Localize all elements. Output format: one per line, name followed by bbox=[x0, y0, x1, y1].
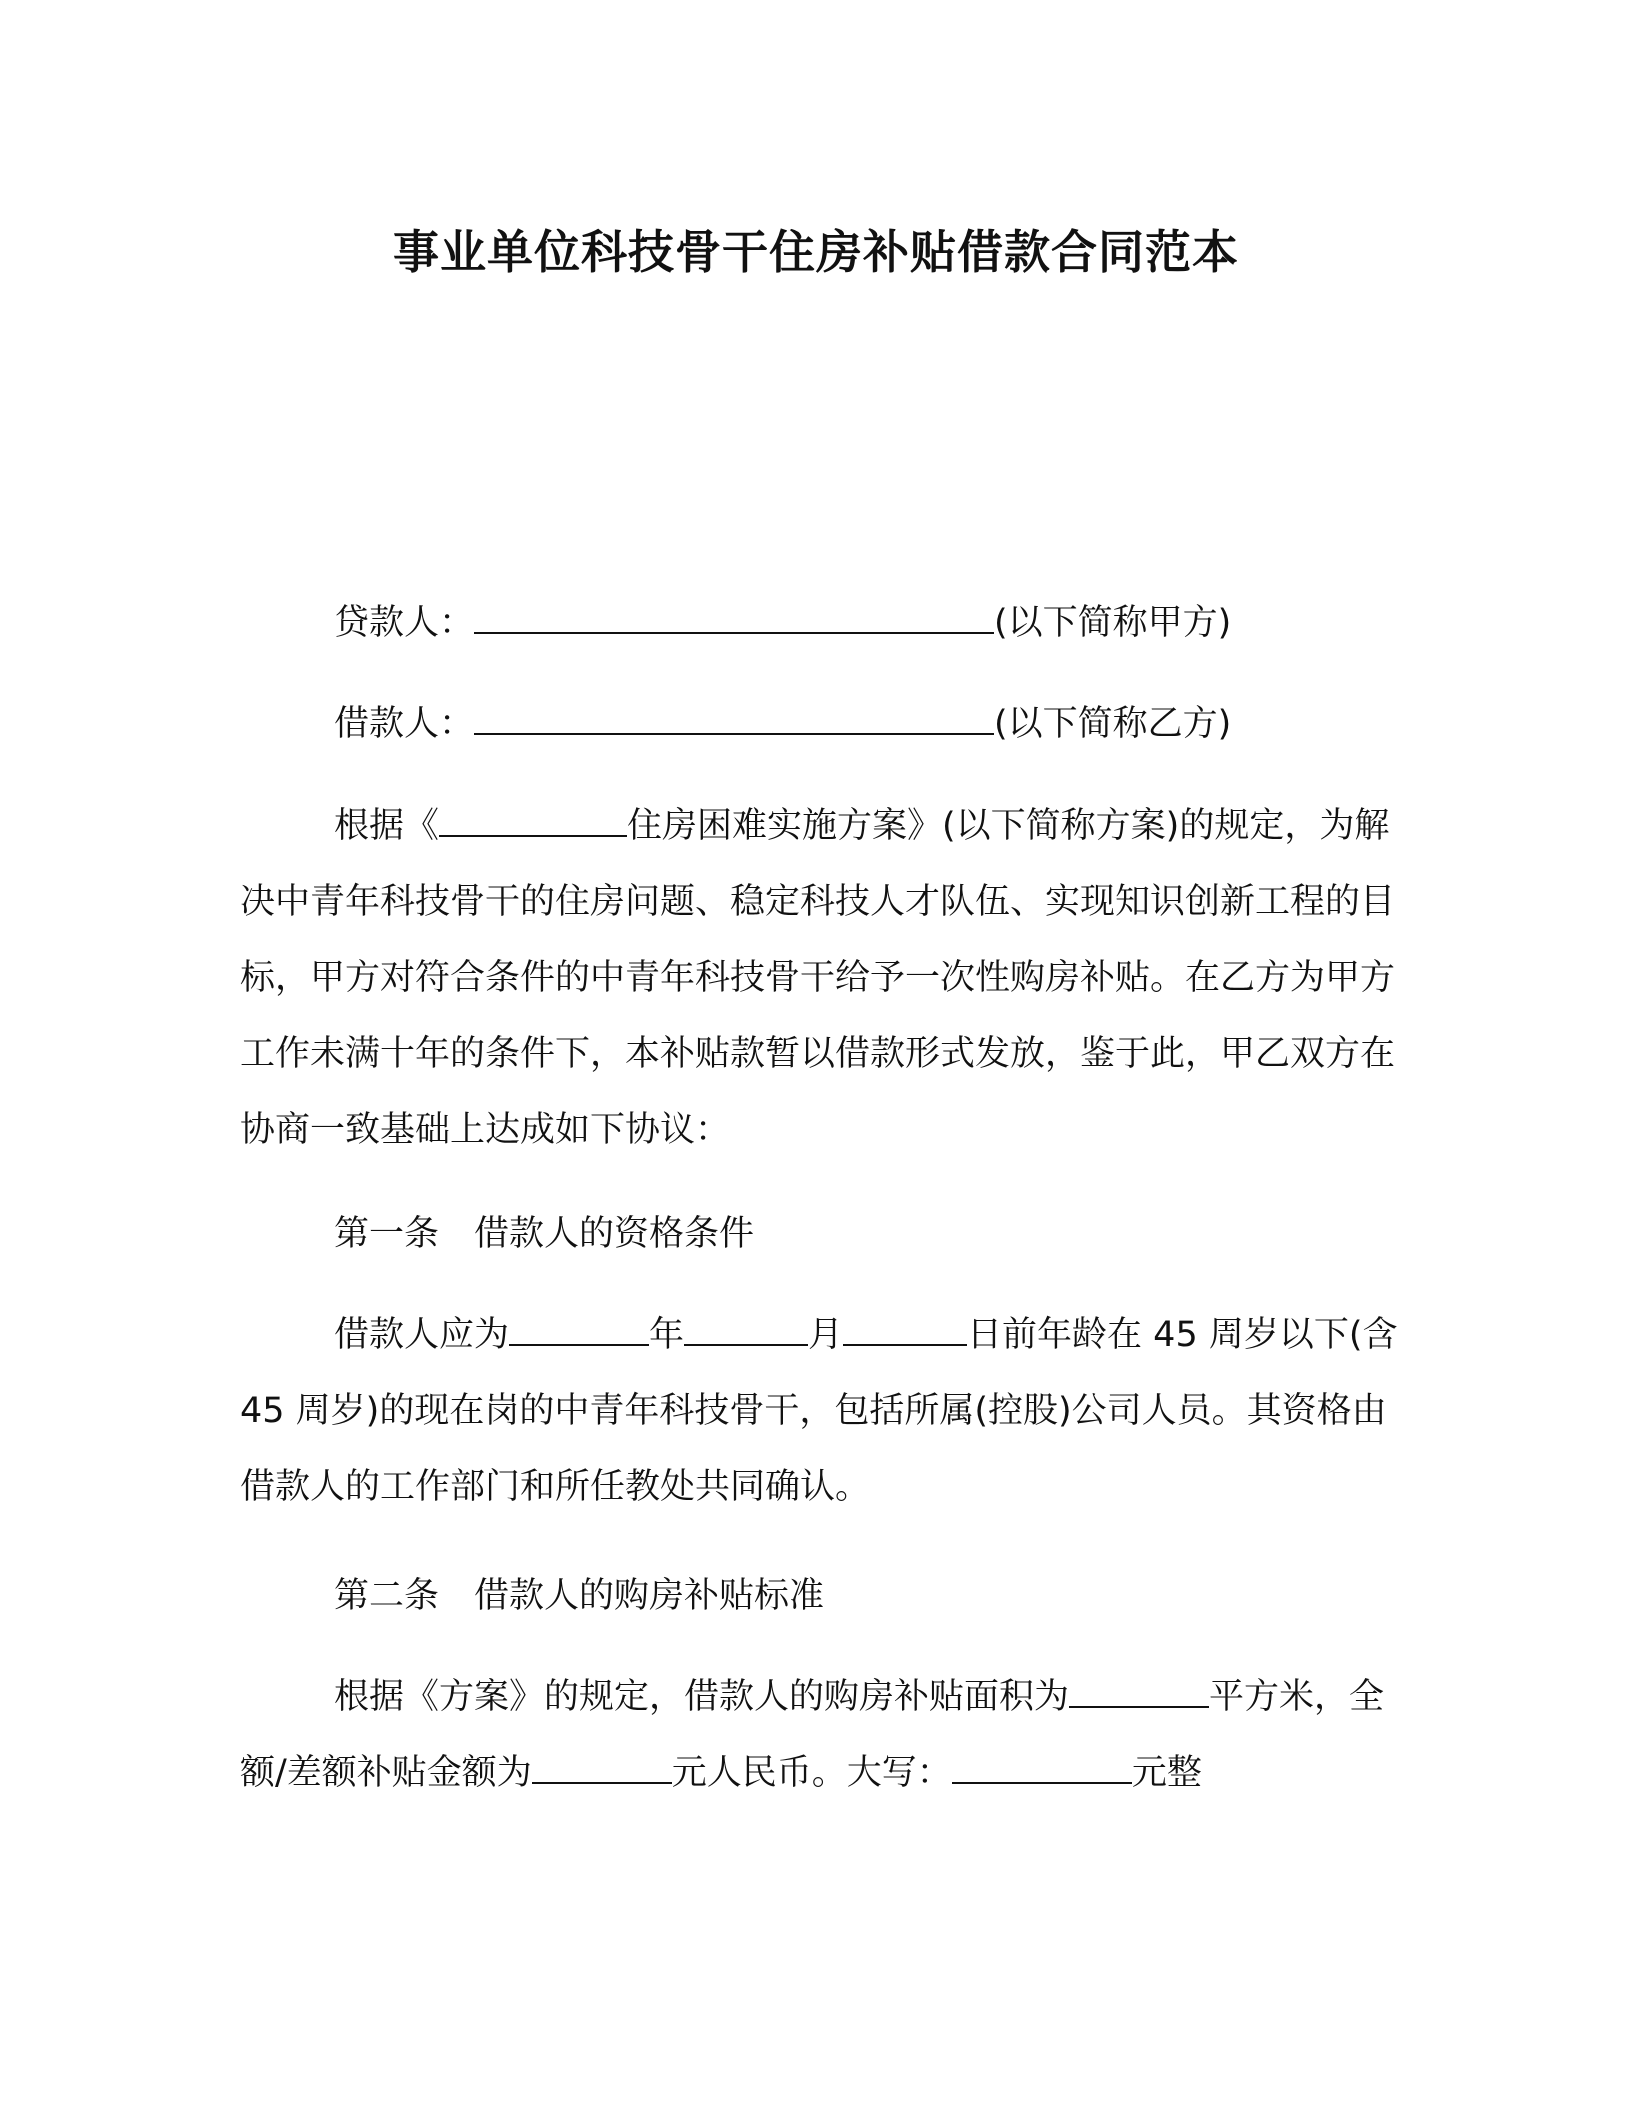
article1-prefix: 借款人应为 bbox=[334, 1315, 510, 1355]
article2-unit2: 元人民币。大写： bbox=[671, 1753, 952, 1793]
lender-label: 贷款人： bbox=[334, 603, 475, 643]
lender-suffix: (以下简称甲方) bbox=[994, 603, 1232, 643]
article2-unit3: 元整 bbox=[1131, 1753, 1202, 1793]
article1-year-blank bbox=[509, 1310, 649, 1346]
borrower-label: 借款人： bbox=[334, 704, 475, 744]
article2-heading: 第二条 借款人的购房补贴标准 bbox=[334, 1576, 825, 1616]
article2-capital-blank bbox=[952, 1748, 1132, 1784]
preamble-prefix: 根据《 bbox=[334, 806, 440, 846]
borrower-line bbox=[240, 686, 1420, 762]
borrower-blank bbox=[474, 699, 994, 735]
document-title: 事业单位科技骨干住房补贴借款合同范本 bbox=[393, 225, 1239, 279]
article1-rest: 日前年龄在 45 周岁以下(含 45 周岁)的现在岗的中青年科技骨干，包括所属(控股)公司人员。其资格由借款人的工作部门和所任教处共同确认。 bbox=[240, 1315, 1398, 1507]
article2-area-blank bbox=[1069, 1672, 1209, 1708]
borrower-suffix: (以下简称乙方) bbox=[994, 704, 1232, 744]
preamble-paragraph bbox=[240, 788, 1420, 1168]
lender-line bbox=[240, 585, 1420, 661]
article1-paragraph bbox=[240, 1297, 1420, 1525]
article2-unit1: 平方米，全额/差额补贴金额为 bbox=[240, 1677, 1385, 1793]
article1-month-blank bbox=[684, 1310, 808, 1346]
article2-paragraph bbox=[240, 1659, 1420, 1811]
article1-day-blank bbox=[843, 1310, 967, 1346]
preamble-blank bbox=[439, 801, 627, 837]
article1-heading: 第一条 借款人的资格条件 bbox=[334, 1214, 755, 1254]
lender-blank bbox=[474, 598, 994, 634]
preamble-body: 为解决中青年科技骨干的住房问题、稳定科技人才队伍、实现知识创新工程的目标，甲方对符合条件的中青年科技骨干给予一次性购房补贴。在乙方为甲方工作未满十年的条件下，本补贴款暂以借款形式发放，鉴于此，甲乙双方在协商一致基础上达成如下协议： bbox=[240, 806, 1396, 1150]
preamble-middle: 住房困难实施方案》(以下简称方案)的规定， bbox=[627, 806, 1320, 846]
article1-year: 年 bbox=[649, 1315, 685, 1355]
article2-prefix: 根据《方案》的规定，借款人的购房补贴面积为 bbox=[334, 1677, 1070, 1717]
article2-amount-blank bbox=[532, 1748, 672, 1784]
article1-month: 月 bbox=[808, 1315, 844, 1355]
